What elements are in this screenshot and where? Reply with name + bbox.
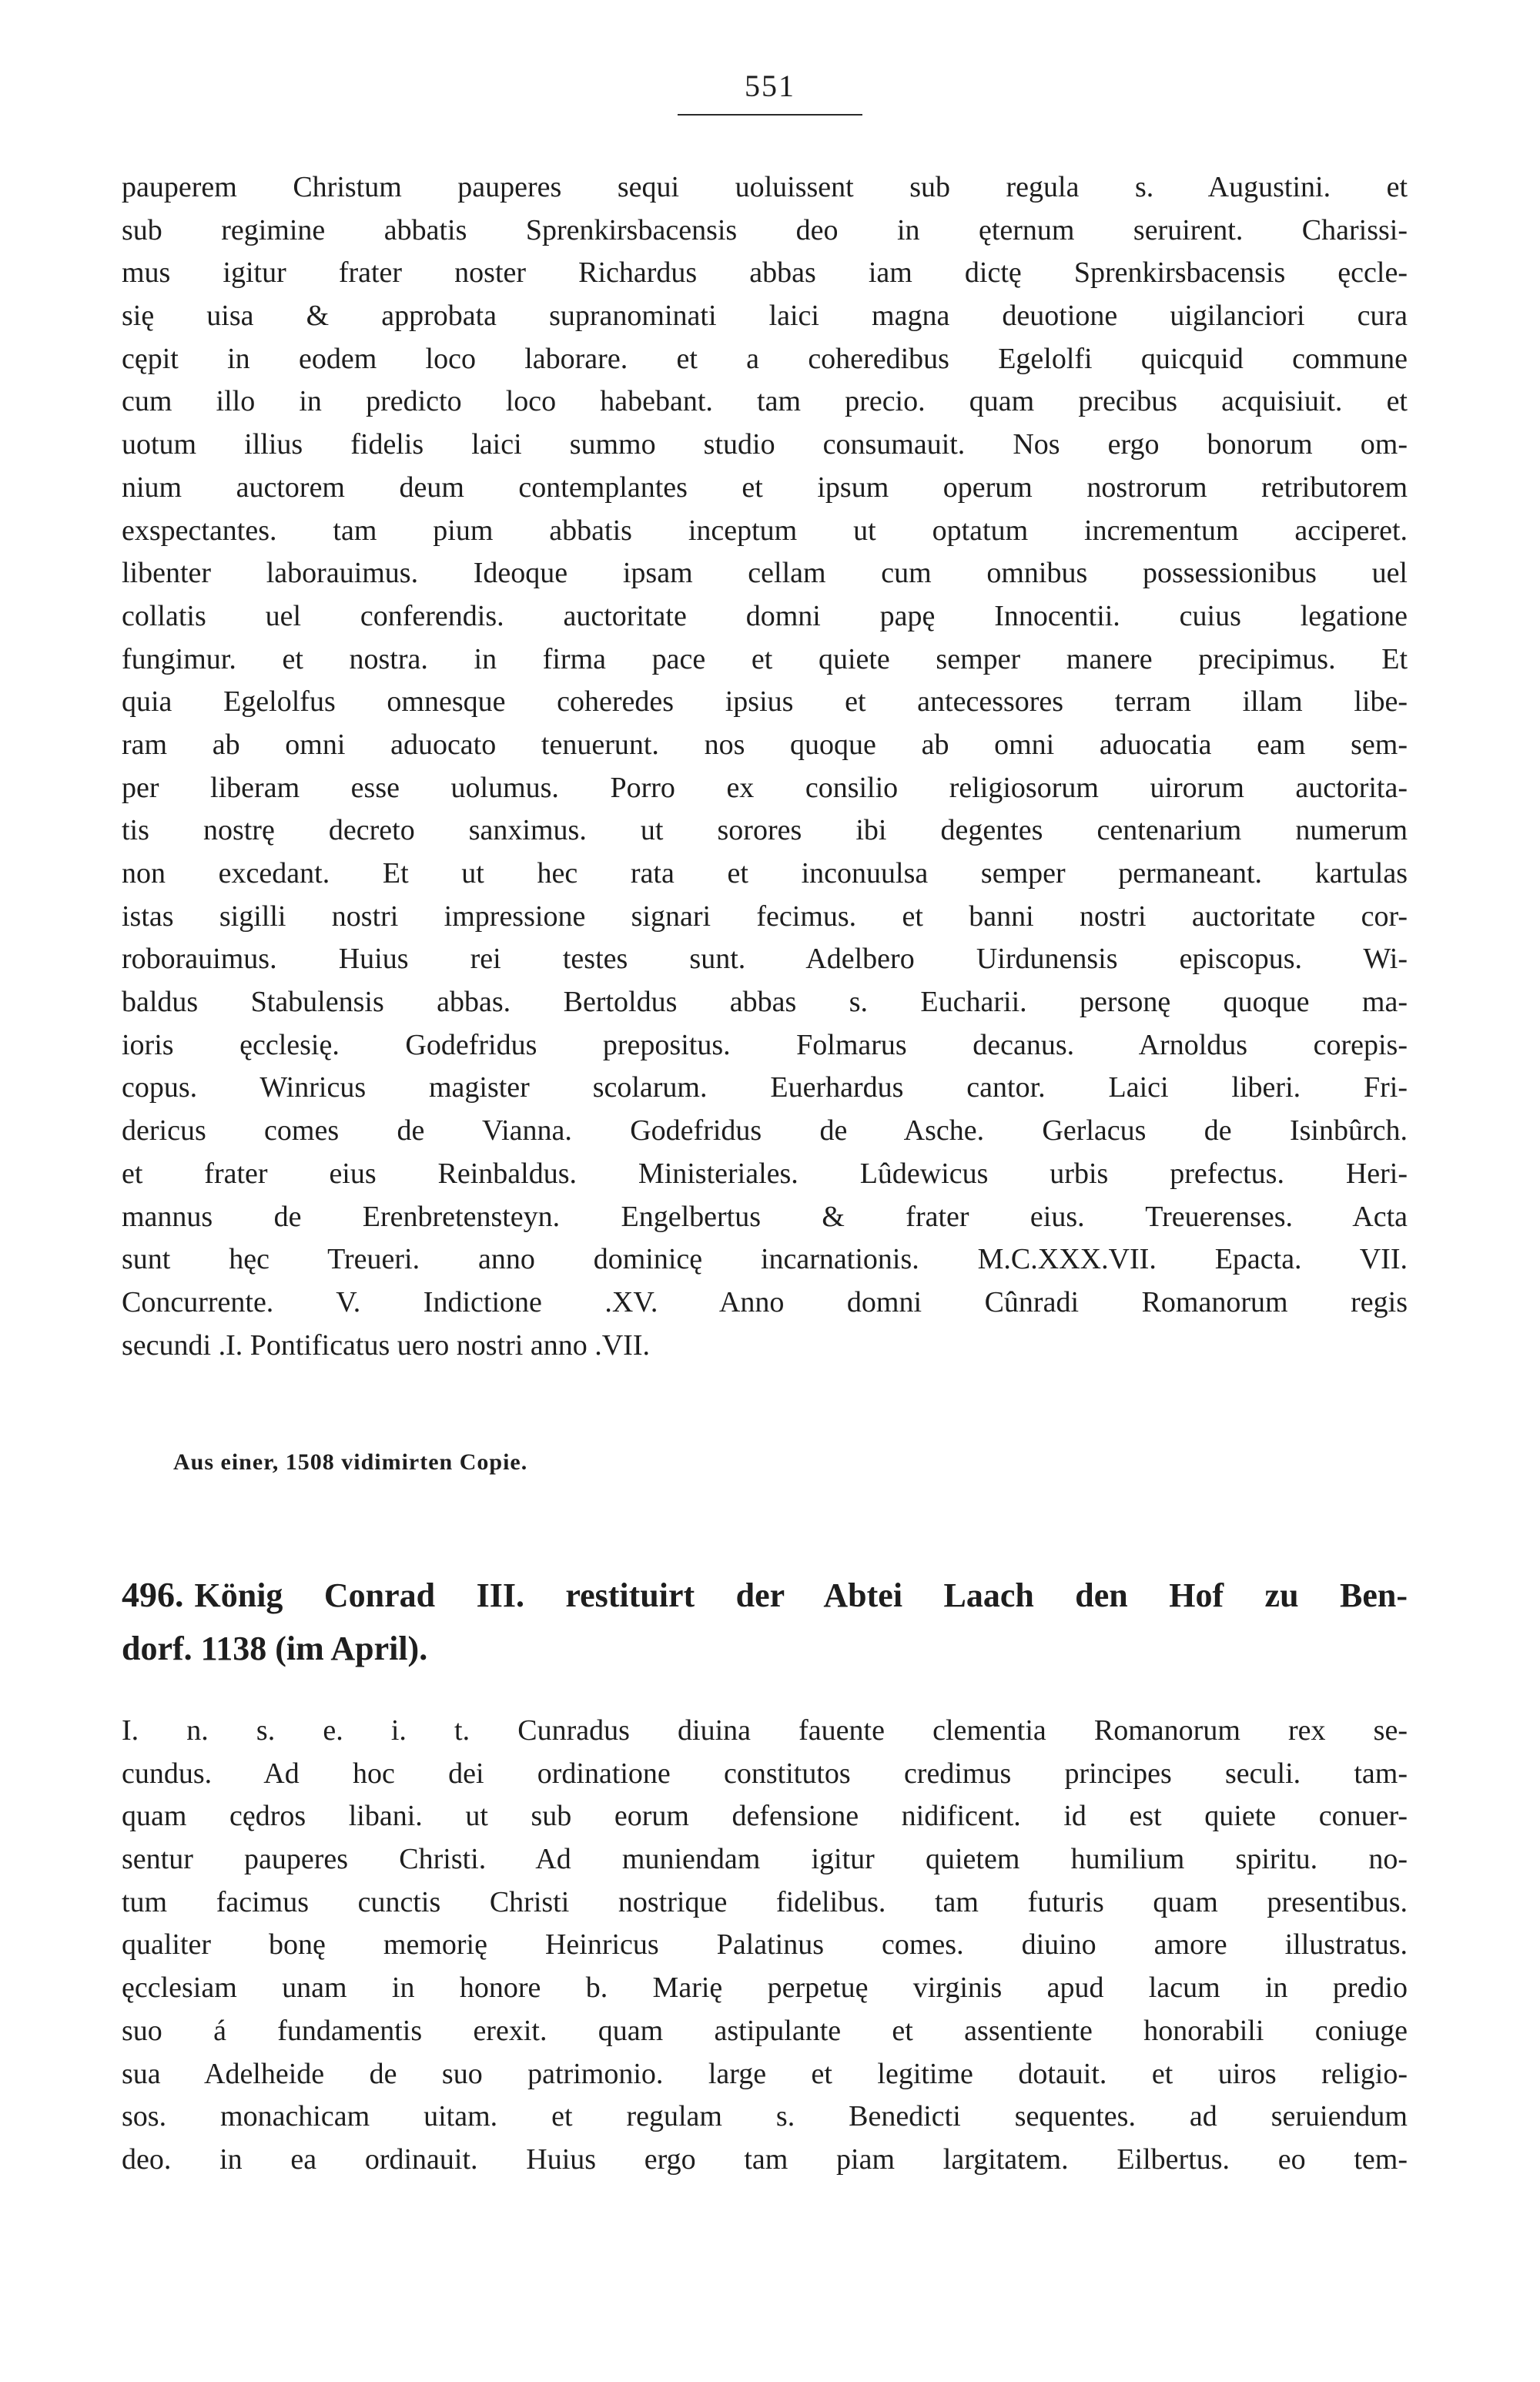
text-line: baldus Stabulensis abbas. Bertoldus abbas s. Eucharii. personę quoque ma- (122, 986, 1408, 1019)
text-line: sunt hęc Treueri. anno dominicę incarnationis. M.C.XXX.VII. Epacta. VII. (122, 1243, 1408, 1276)
text-line: libenter laborauimus. Ideoque ipsam cellam cum omnibus possessionibus uel (122, 557, 1408, 590)
text-line: secundi .I. Pontificatus uero nostri anno .VII. (122, 1328, 650, 1362)
text-line: quam cędros libani. ut sub eorum defensione nidificent. id est quiete conuer- (122, 1800, 1408, 1833)
text-line: mus igitur frater noster Richardus abbas iam dictę Sprenkirsbacensis ęccle- (122, 256, 1408, 290)
text-line: cundus. Ad hoc dei ordinatione constitutos credimus principes seculi. tam- (122, 1757, 1408, 1790)
document-number: 496. (122, 1575, 184, 1614)
text-line: pauperem Christum pauperes sequi uoluissent sub regula s. Augustini. et (122, 171, 1408, 203)
text-line: et frater eius Reinbaldus. Ministeriales. Lûdewicus urbis prefectus. Heri- (122, 1157, 1408, 1190)
text-line: copus. Winricus magister scolarum. Euerhardus cantor. Laici liberi. Fri- (122, 1071, 1408, 1104)
page-number: 551 (745, 69, 795, 103)
text-line: collatis uel conferendis. auctoritate domni papę Innocentii. cuius legatione (122, 599, 1408, 632)
document-title-line-1: König Conrad III. restituirt der Abtei Laach den Hof zu Ben- (194, 1576, 1408, 1614)
text-line: per liberam esse uolumus. Porro ex consilio religiosorum uirorum auctorita- (122, 771, 1408, 804)
text-line: dericus comes de Vianna. Godefridus de Asche. Gerlacus de Isinbûrch. (122, 1114, 1408, 1147)
text-line: Concurrente. V. Indictione .XV. Anno domni Cûnradi Romanorum regis (122, 1285, 1408, 1318)
text-line: cępit in eodem loco laborare. et a coheredibus Egelolfi quicquid commune (122, 342, 1408, 375)
text-line: sub regimine abbatis Sprenkirsbacensis deo in ęternum seruirent. Charissi- (122, 213, 1408, 246)
text-line: istas sigilli nostri impressione signari fecimus. et banni nostri auctoritate cor- (122, 900, 1408, 933)
text-line: cum illo in predicto loco habebant. tam precio. quam precibus acquisiuit. et (122, 385, 1408, 418)
text-line: roborauimus. Huius rei testes sunt. Adelbero Uirdunensis episcopus. Wi- (122, 943, 1408, 976)
text-line: sua Adelheide de suo patrimonio. large et legitime dotauit. et uiros religio- (122, 2057, 1408, 2090)
text-line: deo. in ea ordinauit. Huius ergo tam piam largitatem. Eilbertus. eo tem- (122, 2142, 1408, 2176)
text-line: mannus de Erenbretensteyn. Engelbertus & frater eius. Treuerenses. Acta (122, 1200, 1408, 1233)
document-heading-line (122, 1568, 1408, 1622)
text-line: exspectantes. tam pium abbatis inceptum ut optatum incrementum acciperet. (122, 514, 1408, 547)
source-note: Aus einer, 1508 vidimirten Copie. (173, 1449, 528, 1475)
text-line: nium auctorem deum contemplantes et ipsum operum nostrorum retributorem (122, 471, 1408, 504)
text-line: się uisa & approbata supranominati laici magna deuotione uigilanciori cura (122, 300, 1408, 333)
text-line: fungimur. et nostra. in firma pace et quiete semper manere precipimus. Et (122, 642, 1408, 675)
text-line: tum facimus cunctis Christi nostrique fidelibus. tam futuris quam presentibus. (122, 1885, 1408, 1918)
text-line: sos. monachicam uitam. et regulam s. Benedicti sequentes. ad seruiendum (122, 2100, 1408, 2133)
document-title-line-2: dorf. 1138 (im April). (122, 1630, 428, 1667)
text-line: quia Egelolfus omnesque coheredes ipsius et antecessores terram illam libe- (122, 685, 1408, 719)
text-line: qualiter bonę memorię Heinricus Palatinus comes. diuino amore illustratus. (122, 1928, 1408, 1962)
text-line: uotum illius fidelis laici summo studio consumauit. Nos ergo bonorum om- (122, 428, 1408, 461)
text-line: ram ab omni aduocato tenuerunt. nos quoque ab omni aduocatia eam sem- (122, 728, 1408, 761)
charter-text (122, 1710, 1408, 2182)
text-line: suo á fundamentis erexit. quam astipulante et assentiente honorabili coniuge (122, 2014, 1408, 2047)
text-line: tis nostrę decreto sanximus. ut sorores ibi degentes centenarium numerum (122, 814, 1408, 847)
document-heading (122, 1568, 1408, 1676)
text-line: ioris ęcclesię. Godefridus prepositus. Folmarus decanus. Arnoldus corepis- (122, 1028, 1408, 1061)
text-line: sentur pauperes Christi. Ad muniendam igitur quietem humilium spiritu. no- (122, 1843, 1408, 1876)
text-line: non excedant. Et ut hec rata et inconuulsa semper permaneant. kartulas (122, 857, 1408, 889)
text-line: ęcclesiam unam in honore b. Marię perpetuę virginis apud lacum in predio (122, 1972, 1408, 2005)
page-number-rule (678, 114, 862, 116)
document-heading-line (122, 1622, 1408, 1676)
text-line: I. n. s. e. i. t. Cunradus diuina fauente clementia Romanorum rex se- (122, 1714, 1408, 1747)
charter-text-continued (122, 166, 1408, 1367)
